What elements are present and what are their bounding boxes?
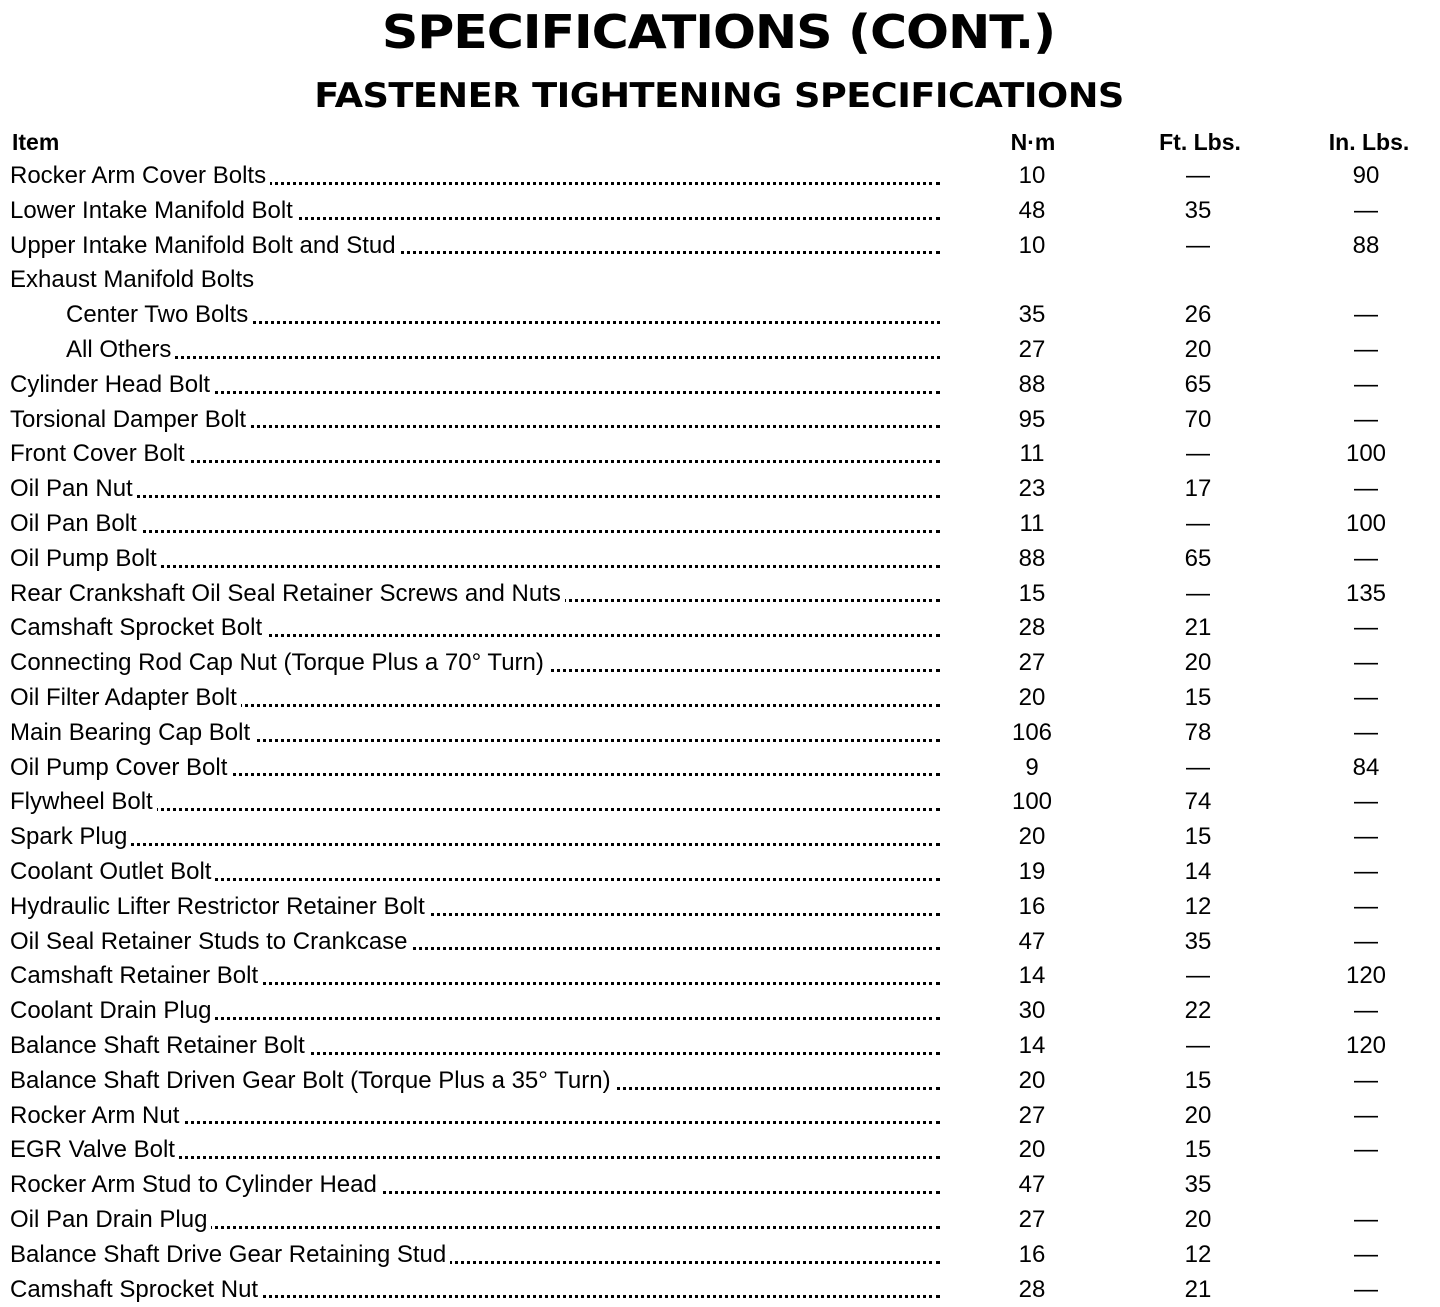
in-lbs-value: 84 — [1326, 751, 1406, 786]
in-lbs-value: — — [1326, 1273, 1406, 1307]
nm-value: 16 — [992, 890, 1072, 925]
in-lbs-value: 90 — [1326, 159, 1406, 194]
item-label: Oil Pump Cover Bolt — [10, 754, 231, 781]
table-row — [0, 542, 1440, 577]
item-cell — [10, 716, 940, 751]
item-cell — [10, 751, 940, 786]
ft-lbs-value: — — [1158, 1029, 1238, 1064]
item-cell — [10, 1273, 940, 1307]
ft-lbs-value: 20 — [1158, 1203, 1238, 1238]
item-label: Spark Plug — [10, 823, 131, 850]
ft-lbs-value: — — [1158, 437, 1238, 472]
table-row — [0, 1064, 1440, 1099]
item-cell — [10, 611, 940, 646]
ft-lbs-value: 65 — [1158, 368, 1238, 403]
in-lbs-value: 100 — [1326, 437, 1406, 472]
dot-leader — [10, 843, 940, 846]
item-label: Coolant Drain Plug — [10, 997, 215, 1024]
nm-value: 88 — [992, 368, 1072, 403]
in-lbs-value: — — [1326, 646, 1406, 681]
ft-lbs-value: 17 — [1158, 472, 1238, 507]
nm-value: 14 — [992, 1029, 1072, 1064]
nm-value: 11 — [992, 437, 1072, 472]
nm-value: 16 — [992, 1238, 1072, 1273]
nm-value: 48 — [992, 194, 1072, 229]
item-cell — [10, 1099, 940, 1134]
nm-value: 35 — [992, 298, 1072, 333]
item-cell — [10, 229, 940, 264]
ft-lbs-value: 20 — [1158, 1099, 1238, 1134]
nm-value: 20 — [992, 1133, 1072, 1168]
item-label: Oil Pan Nut — [10, 475, 137, 502]
item-label: Rocker Arm Cover Bolts — [10, 162, 270, 189]
ft-lbs-value: — — [1158, 751, 1238, 786]
ft-lbs-value: 12 — [1158, 1238, 1238, 1273]
table-row — [0, 1133, 1440, 1168]
item-label: Balance Shaft Driven Gear Bolt (Torque Plus a 35° Turn) — [10, 1067, 615, 1094]
item-label: Camshaft Sprocket Bolt — [10, 614, 266, 641]
table-row — [0, 1168, 1440, 1203]
in-lbs-value: — — [1326, 820, 1406, 855]
in-lbs-value: — — [1326, 333, 1406, 368]
item-cell — [66, 333, 940, 368]
item-label: Cylinder Head Bolt — [10, 371, 214, 398]
item-label: Oil Filter Adapter Bolt — [10, 684, 241, 711]
ft-lbs-value: 78 — [1158, 716, 1238, 751]
in-lbs-value: — — [1326, 925, 1406, 960]
nm-value: 20 — [992, 681, 1072, 716]
table-row — [0, 229, 1440, 264]
ft-lbs-value: 15 — [1158, 681, 1238, 716]
nm-value: 47 — [992, 1168, 1072, 1203]
table-row — [0, 1099, 1440, 1134]
nm-value: 28 — [992, 1273, 1072, 1307]
item-label: All Others — [66, 336, 175, 363]
item-cell — [10, 507, 940, 542]
ft-lbs-value: — — [1158, 507, 1238, 542]
item-cell — [10, 959, 940, 994]
page-title: SPECIFICATIONS (CONT.) — [0, 4, 1440, 60]
ft-lbs-value: — — [1158, 229, 1238, 264]
nm-value: 10 — [992, 229, 1072, 264]
item-cell — [10, 890, 940, 925]
in-lbs-value: — — [1326, 403, 1406, 438]
ft-lbs-value: 65 — [1158, 542, 1238, 577]
table-row — [0, 820, 1440, 855]
table-row — [0, 1203, 1440, 1238]
item-label: Front Cover Bolt — [10, 440, 189, 467]
in-lbs-value: — — [1326, 194, 1406, 229]
in-lbs-value: — — [1326, 611, 1406, 646]
item-cell — [10, 194, 940, 229]
ft-lbs-value: 74 — [1158, 785, 1238, 820]
in-lbs-value: — — [1326, 298, 1406, 333]
item-label: Balance Shaft Retainer Bolt — [10, 1032, 309, 1059]
item-cell — [10, 577, 940, 612]
ft-lbs-value: 15 — [1158, 820, 1238, 855]
item-cell — [10, 472, 940, 507]
nm-value: 30 — [992, 994, 1072, 1029]
item-label: Center Two Bolts — [66, 301, 252, 328]
item-cell — [10, 1168, 940, 1203]
table-row — [0, 263, 1440, 298]
table-row — [0, 437, 1440, 472]
column-header-nm: N·m — [1000, 127, 1066, 157]
table-row — [0, 298, 1440, 333]
ft-lbs-value: 35 — [1158, 1168, 1238, 1203]
in-lbs-value: — — [1326, 855, 1406, 890]
nm-value: 14 — [992, 959, 1072, 994]
item-label: Rocker Arm Stud to Cylinder Head — [10, 1171, 381, 1198]
section-title: FASTENER TIGHTENING SPECIFICATIONS — [0, 75, 1440, 117]
item-label: Oil Pan Drain Plug — [10, 1206, 211, 1233]
item-cell — [10, 1029, 940, 1064]
table-row — [0, 751, 1440, 786]
item-label: Rear Crankshaft Oil Seal Retainer Screws and Nuts — [10, 580, 565, 607]
item-cell — [10, 681, 940, 716]
item-cell — [10, 263, 940, 298]
nm-value: 20 — [992, 1064, 1072, 1099]
nm-value: 23 — [992, 472, 1072, 507]
item-label: Camshaft Retainer Bolt — [10, 962, 262, 989]
table-row — [0, 577, 1440, 612]
ft-lbs-value: 15 — [1158, 1133, 1238, 1168]
in-lbs-value: — — [1326, 542, 1406, 577]
table-row — [0, 507, 1440, 542]
item-label: EGR Valve Bolt — [10, 1136, 179, 1163]
nm-value: 11 — [992, 507, 1072, 542]
item-label: Upper Intake Manifold Bolt and Stud — [10, 232, 400, 259]
table-row — [0, 333, 1440, 368]
item-cell — [10, 994, 940, 1029]
item-label: Hydraulic Lifter Restrictor Retainer Bolt — [10, 893, 429, 920]
item-cell — [10, 437, 940, 472]
in-lbs-value: 100 — [1326, 507, 1406, 542]
nm-value: 15 — [992, 577, 1072, 612]
ft-lbs-value: 21 — [1158, 1273, 1238, 1307]
dot-leader — [10, 530, 940, 533]
item-label: Balance Shaft Drive Gear Retaining Stud — [10, 1241, 450, 1268]
nm-value — [992, 263, 1072, 298]
table-row — [0, 194, 1440, 229]
table-row — [0, 716, 1440, 751]
table-row — [0, 785, 1440, 820]
item-cell — [10, 1064, 940, 1099]
item-cell — [10, 646, 940, 681]
table-row — [0, 611, 1440, 646]
dot-leader — [10, 495, 940, 498]
item-label: Exhaust Manifold Bolts — [10, 266, 258, 293]
table-row — [0, 994, 1440, 1029]
item-label: Lower Intake Manifold Bolt — [10, 197, 297, 224]
nm-value: 27 — [992, 646, 1072, 681]
in-lbs-value: — — [1326, 1099, 1406, 1134]
item-cell — [10, 1238, 940, 1273]
ft-lbs-value: 14 — [1158, 855, 1238, 890]
column-header-item: Item — [12, 127, 59, 157]
item-label: Coolant Outlet Bolt — [10, 858, 215, 885]
item-cell — [10, 1203, 940, 1238]
item-label: Camshaft Sprocket Nut — [10, 1276, 262, 1303]
ft-lbs-value: 26 — [1158, 298, 1238, 333]
in-lbs-value: — — [1326, 1238, 1406, 1273]
ft-lbs-value: 70 — [1158, 403, 1238, 438]
in-lbs-value: — — [1326, 785, 1406, 820]
in-lbs-value: — — [1326, 681, 1406, 716]
table-row — [0, 1029, 1440, 1064]
nm-value: 95 — [992, 403, 1072, 438]
item-cell — [10, 368, 940, 403]
nm-value: 20 — [992, 820, 1072, 855]
in-lbs-value: — — [1326, 1064, 1406, 1099]
ft-lbs-value: 21 — [1158, 611, 1238, 646]
item-label: Torsional Damper Bolt — [10, 406, 250, 433]
in-lbs-value: — — [1326, 994, 1406, 1029]
item-label: Oil Pan Bolt — [10, 510, 141, 537]
table-row — [0, 855, 1440, 890]
dot-leader — [66, 356, 940, 359]
ft-lbs-value — [1158, 263, 1238, 298]
table-row — [0, 681, 1440, 716]
in-lbs-value: — — [1326, 368, 1406, 403]
nm-value: 27 — [992, 333, 1072, 368]
nm-value: 27 — [992, 1099, 1072, 1134]
ft-lbs-value: — — [1158, 959, 1238, 994]
table-row — [0, 1238, 1440, 1273]
spec-table — [0, 159, 1440, 1307]
in-lbs-value: — — [1326, 472, 1406, 507]
in-lbs-value — [1326, 1168, 1406, 1203]
ft-lbs-value: 35 — [1158, 194, 1238, 229]
nm-value: 100 — [992, 785, 1072, 820]
nm-value: 19 — [992, 855, 1072, 890]
ft-lbs-value: 20 — [1158, 646, 1238, 681]
item-cell — [10, 159, 940, 194]
in-lbs-value: — — [1326, 1133, 1406, 1168]
in-lbs-value: 135 — [1326, 577, 1406, 612]
item-cell — [10, 785, 940, 820]
nm-value: 28 — [992, 611, 1072, 646]
item-cell — [10, 403, 940, 438]
column-header-ft-lbs: Ft. Lbs. — [1142, 127, 1258, 157]
in-lbs-value — [1326, 263, 1406, 298]
ft-lbs-value: 15 — [1158, 1064, 1238, 1099]
item-cell — [66, 298, 940, 333]
ft-lbs-value: — — [1158, 577, 1238, 612]
item-label: Flywheel Bolt — [10, 788, 157, 815]
table-row — [0, 959, 1440, 994]
nm-value: 27 — [992, 1203, 1072, 1238]
in-lbs-value: — — [1326, 1203, 1406, 1238]
item-label: Oil Pump Bolt — [10, 545, 161, 572]
item-label: Main Bearing Cap Bolt — [10, 719, 254, 746]
in-lbs-value: — — [1326, 890, 1406, 925]
nm-value: 88 — [992, 542, 1072, 577]
ft-lbs-value: — — [1158, 159, 1238, 194]
ft-lbs-value: 35 — [1158, 925, 1238, 960]
table-row — [0, 1273, 1440, 1307]
ft-lbs-value: 22 — [1158, 994, 1238, 1029]
nm-value: 47 — [992, 925, 1072, 960]
in-lbs-value: 88 — [1326, 229, 1406, 264]
table-row — [0, 890, 1440, 925]
in-lbs-value: 120 — [1326, 959, 1406, 994]
item-cell — [10, 542, 940, 577]
item-cell — [10, 855, 940, 890]
ft-lbs-value: 20 — [1158, 333, 1238, 368]
table-row — [0, 472, 1440, 507]
nm-value: 10 — [992, 159, 1072, 194]
in-lbs-value: — — [1326, 716, 1406, 751]
table-row — [0, 368, 1440, 403]
table-row — [0, 925, 1440, 960]
item-cell — [10, 925, 940, 960]
table-row — [0, 646, 1440, 681]
nm-value: 9 — [992, 751, 1072, 786]
item-cell — [10, 820, 940, 855]
item-label: Connecting Rod Cap Nut (Torque Plus a 70° Turn) — [10, 649, 548, 676]
item-label: Oil Seal Retainer Studs to Crankcase — [10, 928, 412, 955]
table-row — [0, 403, 1440, 438]
ft-lbs-value: 12 — [1158, 890, 1238, 925]
column-header-in-lbs: In. Lbs. — [1314, 127, 1424, 157]
in-lbs-value: 120 — [1326, 1029, 1406, 1064]
table-row — [0, 159, 1440, 194]
nm-value: 106 — [992, 716, 1072, 751]
item-label: Rocker Arm Nut — [10, 1102, 183, 1129]
item-cell — [10, 1133, 940, 1168]
